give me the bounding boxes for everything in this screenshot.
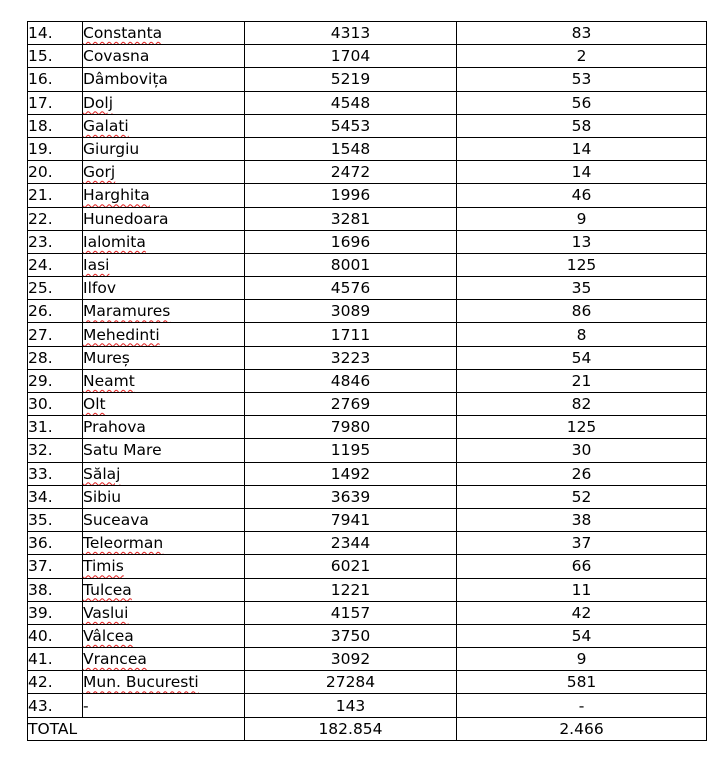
value-1-cell: 7980	[245, 416, 457, 439]
county-cell	[83, 22, 245, 45]
value-1-cell: 1996	[245, 184, 457, 207]
value-2-cell: 14	[457, 161, 707, 184]
row-number: 36.	[28, 532, 83, 555]
value-2-cell: 42	[457, 601, 707, 624]
table-row	[28, 532, 707, 555]
value-2-cell: 26	[457, 462, 707, 485]
county-name: Tulcea	[83, 580, 132, 599]
value-1-cell: 3092	[245, 648, 457, 671]
value-1-cell: 8001	[245, 253, 457, 276]
county-cell	[83, 161, 245, 184]
row-number: 24.	[28, 253, 83, 276]
county-name: Dolj	[83, 93, 114, 112]
row-number: 16.	[28, 68, 83, 91]
county-cell	[83, 439, 245, 462]
table-row	[28, 648, 707, 671]
row-number: 15.	[28, 45, 83, 68]
value-2-cell: 30	[457, 439, 707, 462]
county-name: Teleorman	[83, 534, 164, 553]
row-number: 33.	[28, 462, 83, 485]
row-number: 14.	[28, 22, 83, 45]
total-value-1: 182.854	[245, 717, 457, 740]
table-row	[28, 508, 707, 531]
table-row	[28, 137, 707, 160]
table-body	[28, 22, 707, 741]
table-row	[28, 671, 707, 694]
table-row	[28, 578, 707, 601]
county-name: Covasna	[83, 47, 150, 66]
row-number: 37.	[28, 555, 83, 578]
county-cell	[83, 45, 245, 68]
county-name: Vaslui	[83, 603, 129, 622]
value-2-cell: 9	[457, 648, 707, 671]
value-1-cell: 2769	[245, 393, 457, 416]
row-number: 41.	[28, 648, 83, 671]
county-cell	[83, 207, 245, 230]
table-row	[28, 68, 707, 91]
value-2-cell: -	[457, 694, 707, 717]
row-number: 20.	[28, 161, 83, 184]
county-name: Olt	[83, 395, 106, 414]
total-label: TOTAL	[28, 717, 245, 740]
county-cell	[83, 485, 245, 508]
row-number: 28.	[28, 346, 83, 369]
row-number: 32.	[28, 439, 83, 462]
row-number: 18.	[28, 114, 83, 137]
county-cell	[83, 300, 245, 323]
value-1-cell: 27284	[245, 671, 457, 694]
value-1-cell: 5219	[245, 68, 457, 91]
value-2-cell: 56	[457, 91, 707, 114]
table-row	[28, 439, 707, 462]
table-row	[28, 462, 707, 485]
value-1-cell: 2344	[245, 532, 457, 555]
value-2-cell: 83	[457, 22, 707, 45]
value-1-cell: 4313	[245, 22, 457, 45]
table-row	[28, 416, 707, 439]
table-row	[28, 601, 707, 624]
value-2-cell: 52	[457, 485, 707, 508]
county-name: Giurgiu	[83, 140, 140, 159]
county-name: Constanta	[83, 24, 163, 43]
row-number: 25.	[28, 277, 83, 300]
value-2-cell: 46	[457, 184, 707, 207]
value-1-cell: 3750	[245, 624, 457, 647]
value-1-cell: 6021	[245, 555, 457, 578]
value-2-cell: 66	[457, 555, 707, 578]
table-row	[28, 230, 707, 253]
value-1-cell: 4548	[245, 91, 457, 114]
county-name: Iasi	[83, 255, 110, 274]
county-name: Harghita	[83, 186, 150, 205]
table-row	[28, 91, 707, 114]
county-name: Ialomita	[83, 232, 146, 251]
value-2-cell: 82	[457, 393, 707, 416]
table-row	[28, 323, 707, 346]
county-cell	[83, 114, 245, 137]
value-2-cell: 86	[457, 300, 707, 323]
county-name: Suceava	[83, 511, 149, 530]
row-number: 27.	[28, 323, 83, 346]
county-name: Sibiu	[83, 487, 122, 506]
county-name: -	[83, 696, 89, 715]
value-1-cell: 1195	[245, 439, 457, 462]
value-1-cell: 7941	[245, 508, 457, 531]
county-cell	[83, 416, 245, 439]
value-2-cell: 54	[457, 624, 707, 647]
county-cell	[83, 578, 245, 601]
row-number: 30.	[28, 393, 83, 416]
county-name: Hunedoara	[83, 209, 169, 228]
value-1-cell: 4157	[245, 601, 457, 624]
row-number: 34.	[28, 485, 83, 508]
county-cell	[83, 532, 245, 555]
county-cell	[83, 230, 245, 253]
value-1-cell: 143	[245, 694, 457, 717]
value-2-cell: 53	[457, 68, 707, 91]
county-name: Timis	[83, 557, 124, 576]
county-cell	[83, 277, 245, 300]
county-name: Gorj	[83, 163, 116, 182]
county-name: Maramures	[83, 302, 171, 321]
county-cell	[83, 369, 245, 392]
county-name: Sălaj	[83, 464, 121, 483]
county-cell	[83, 671, 245, 694]
value-2-cell: 2	[457, 45, 707, 68]
value-2-cell: 11	[457, 578, 707, 601]
county-name: Ilfov	[83, 279, 116, 298]
value-2-cell: 581	[457, 671, 707, 694]
value-1-cell: 3089	[245, 300, 457, 323]
table-row	[28, 22, 707, 45]
value-1-cell: 1704	[245, 45, 457, 68]
county-cell	[83, 68, 245, 91]
county-cell	[83, 323, 245, 346]
table-row	[28, 694, 707, 717]
value-2-cell: 9	[457, 207, 707, 230]
county-name: Vâlcea	[83, 626, 134, 645]
row-number: 23.	[28, 230, 83, 253]
value-1-cell: 5453	[245, 114, 457, 137]
table-row	[28, 207, 707, 230]
total-row	[28, 717, 707, 740]
value-1-cell: 3639	[245, 485, 457, 508]
value-2-cell: 35	[457, 277, 707, 300]
table-row	[28, 369, 707, 392]
value-1-cell: 1492	[245, 462, 457, 485]
table-row	[28, 300, 707, 323]
county-name: Mun. Bucuresti	[83, 673, 199, 692]
county-name: Satu Mare	[83, 441, 162, 460]
value-2-cell: 125	[457, 253, 707, 276]
value-2-cell: 125	[457, 416, 707, 439]
county-name: Mehedinti	[83, 325, 160, 344]
value-1-cell: 1711	[245, 323, 457, 346]
county-cell	[83, 555, 245, 578]
county-name: Dâmbovița	[83, 70, 168, 89]
county-cell	[83, 508, 245, 531]
value-2-cell: 58	[457, 114, 707, 137]
county-cell	[83, 624, 245, 647]
table-row	[28, 161, 707, 184]
row-number: 43.	[28, 694, 83, 717]
value-1-cell: 3281	[245, 207, 457, 230]
total-value-2: 2.466	[457, 717, 707, 740]
county-cell	[83, 137, 245, 160]
county-name: Neamt	[83, 371, 135, 390]
row-number: 35.	[28, 508, 83, 531]
value-2-cell: 54	[457, 346, 707, 369]
county-cell	[83, 462, 245, 485]
value-2-cell: 38	[457, 508, 707, 531]
county-cell	[83, 184, 245, 207]
county-cell	[83, 253, 245, 276]
county-name: Galati	[83, 116, 129, 135]
county-cell	[83, 91, 245, 114]
value-1-cell: 3223	[245, 346, 457, 369]
row-number: 42.	[28, 671, 83, 694]
value-1-cell: 4576	[245, 277, 457, 300]
county-name: Vrancea	[83, 650, 147, 669]
table-row	[28, 624, 707, 647]
row-number: 17.	[28, 91, 83, 114]
county-table	[27, 21, 707, 741]
table-row	[28, 253, 707, 276]
county-cell	[83, 601, 245, 624]
table-row	[28, 184, 707, 207]
value-1-cell: 4846	[245, 369, 457, 392]
table-row	[28, 346, 707, 369]
county-cell	[83, 694, 245, 717]
row-number: 29.	[28, 369, 83, 392]
row-number: 40.	[28, 624, 83, 647]
value-1-cell: 1221	[245, 578, 457, 601]
value-2-cell: 21	[457, 369, 707, 392]
row-number: 26.	[28, 300, 83, 323]
row-number: 38.	[28, 578, 83, 601]
value-1-cell: 2472	[245, 161, 457, 184]
table-row	[28, 555, 707, 578]
value-2-cell: 37	[457, 532, 707, 555]
county-cell	[83, 346, 245, 369]
value-2-cell: 8	[457, 323, 707, 346]
row-number: 19.	[28, 137, 83, 160]
value-1-cell: 1548	[245, 137, 457, 160]
table-row	[28, 114, 707, 137]
county-cell	[83, 648, 245, 671]
table-row	[28, 393, 707, 416]
row-number: 21.	[28, 184, 83, 207]
table-row	[28, 277, 707, 300]
row-number: 39.	[28, 601, 83, 624]
row-number: 22.	[28, 207, 83, 230]
value-1-cell: 1696	[245, 230, 457, 253]
county-name: Mureș	[83, 348, 130, 367]
value-2-cell: 13	[457, 230, 707, 253]
value-2-cell: 14	[457, 137, 707, 160]
row-number: 31.	[28, 416, 83, 439]
table-row	[28, 45, 707, 68]
county-name: Prahova	[83, 418, 146, 437]
county-cell	[83, 393, 245, 416]
table-row	[28, 485, 707, 508]
